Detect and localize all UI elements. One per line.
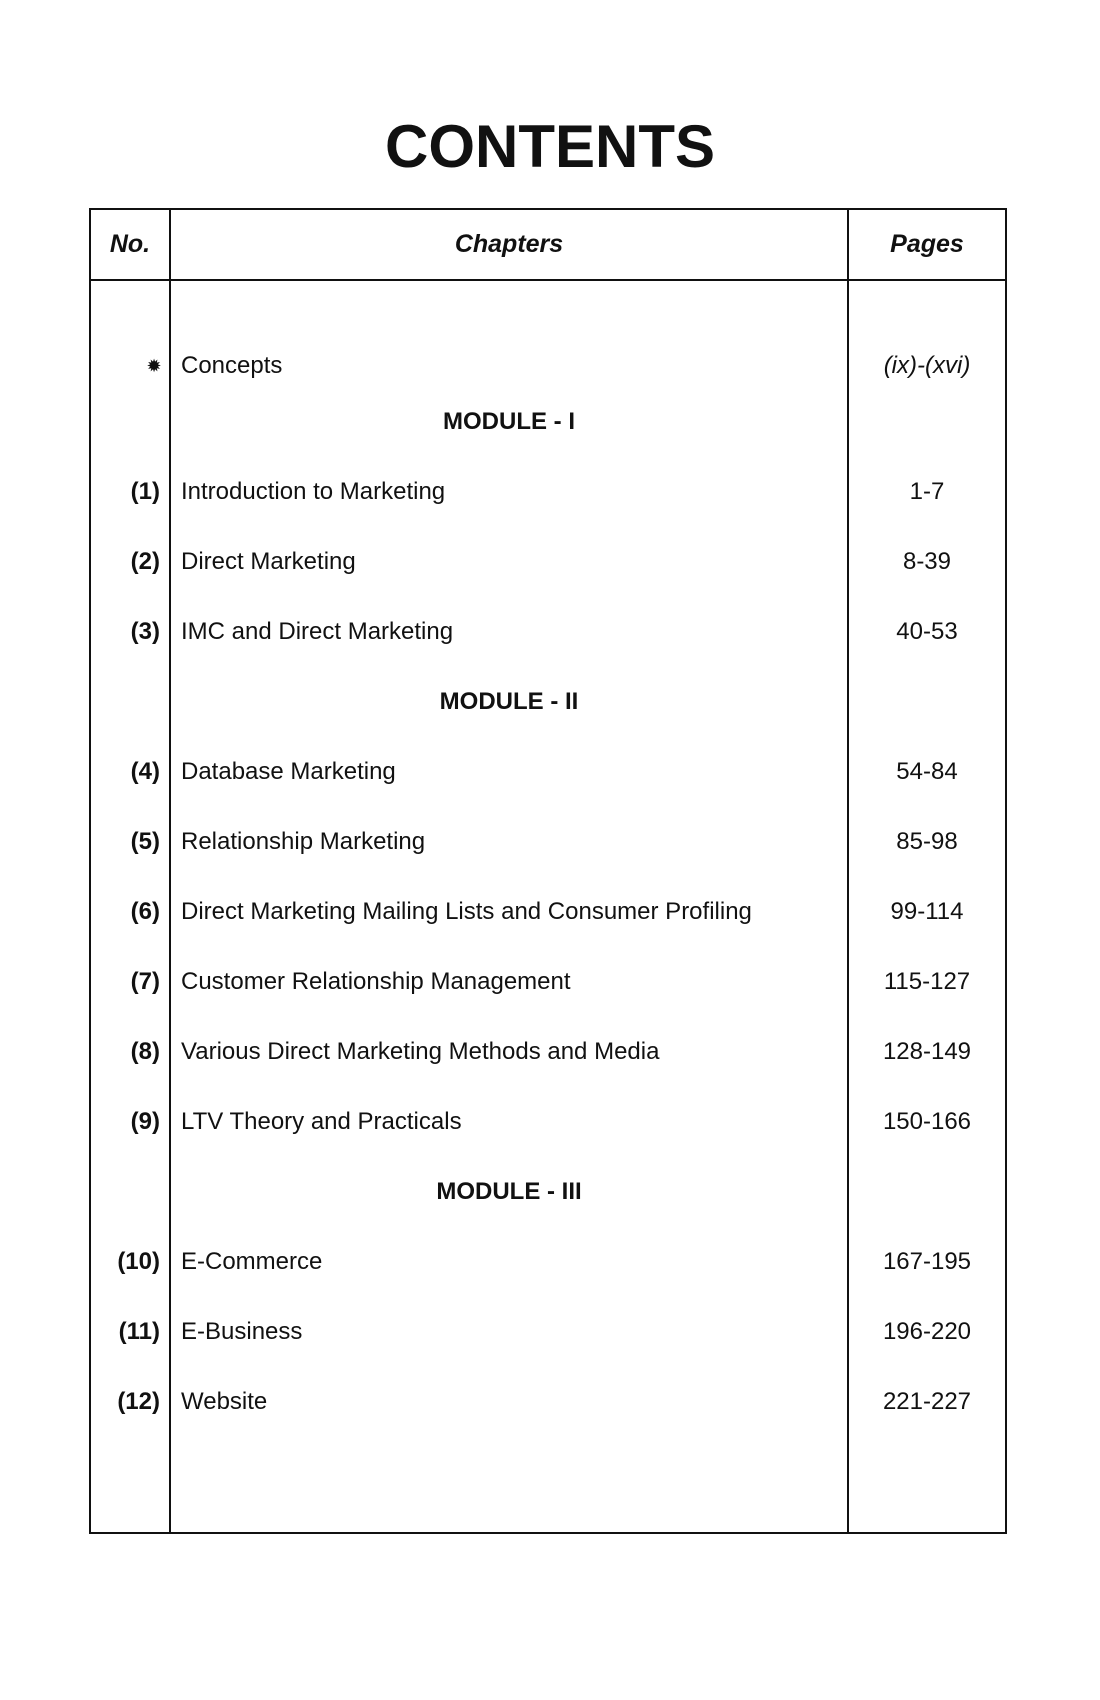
chapter-title: Introduction to Marketing [181,478,446,505]
chapter-number: (2) [130,548,160,575]
header-no: No. [109,230,151,258]
chapter-number: (11) [118,1318,160,1345]
header-chapters: Chapters [454,230,564,258]
chapter-number: (7) [130,968,160,995]
chapter-number: (4) [130,758,160,785]
chapter-number: (6) [130,898,160,925]
toc-row [91,472,1005,512]
toc-row [91,1382,1005,1422]
chapter-pages: 196-220 [882,1318,972,1345]
chapter-pages: 40-53 [896,618,958,645]
chapter-number: (5) [130,828,160,855]
toc-row [91,822,1005,862]
chapter-number: (10) [117,1248,160,1275]
module-label: MODULE - II [439,688,579,715]
chapter-pages: 99-114 [890,898,964,925]
chapter-pages: 167-195 [882,1248,972,1275]
chapter-number: (8) [130,1038,160,1065]
toc-row [91,962,1005,1002]
chapter-pages: 150-166 [882,1108,972,1135]
chapter-title: Customer Relationship Management [181,968,571,995]
toc-row [91,892,1005,932]
chapter-number: (12) [117,1388,160,1415]
chapter-number: (3) [130,618,160,645]
chapter-number: (9) [130,1108,160,1135]
toc-row [91,1102,1005,1142]
toc-row [91,1032,1005,1072]
chapter-pages: 85-98 [896,828,958,855]
module-heading [91,402,1005,442]
module-label: MODULE - III [436,1178,582,1205]
chapter-title: Relationship Marketing [181,828,426,855]
chapter-title: Direct Marketing [181,548,356,575]
chapter-pages: 115-127 [883,968,971,995]
chapter-title: LTV Theory and Practicals [181,1108,462,1135]
chapter-pages: 54-84 [896,758,958,785]
toc-row [91,612,1005,652]
chapter-pages: 1-7 [909,478,945,505]
chapter-pages: 221-227 [882,1388,972,1415]
module-heading [91,1172,1005,1212]
chapter-pages: 128-149 [882,1038,972,1065]
asterisk-bullet-icon: ✹ [146,356,162,376]
toc-table [89,208,1007,1534]
page-title: CONTENTS [385,113,715,180]
chapter-title: E-Business [181,1318,303,1345]
chapter-title: Various Direct Marketing Methods and Media [181,1038,660,1065]
toc-row [91,1242,1005,1282]
chapter-pages: 8-39 [902,548,952,575]
toc-row [91,542,1005,582]
chapter-title: Direct Marketing Mailing Lists and Consumer Profiling [181,898,752,925]
chapter-number: (1) [130,478,160,505]
module-heading [91,682,1005,722]
module-label: MODULE - I [443,408,575,435]
chapter-title: IMC and Direct Marketing [181,618,454,645]
chapter-pages: (ix)-(xvi) [883,352,971,379]
chapter-title: E-Commerce [181,1248,323,1275]
header-pages: Pages [890,230,964,258]
header-divider [91,279,1005,281]
toc-row [91,1312,1005,1352]
chapter-title: Website [181,1388,268,1415]
toc-row-concepts [91,346,1005,386]
toc-row [91,752,1005,792]
chapter-title: Concepts [181,352,283,379]
chapter-title: Database Marketing [181,758,396,785]
